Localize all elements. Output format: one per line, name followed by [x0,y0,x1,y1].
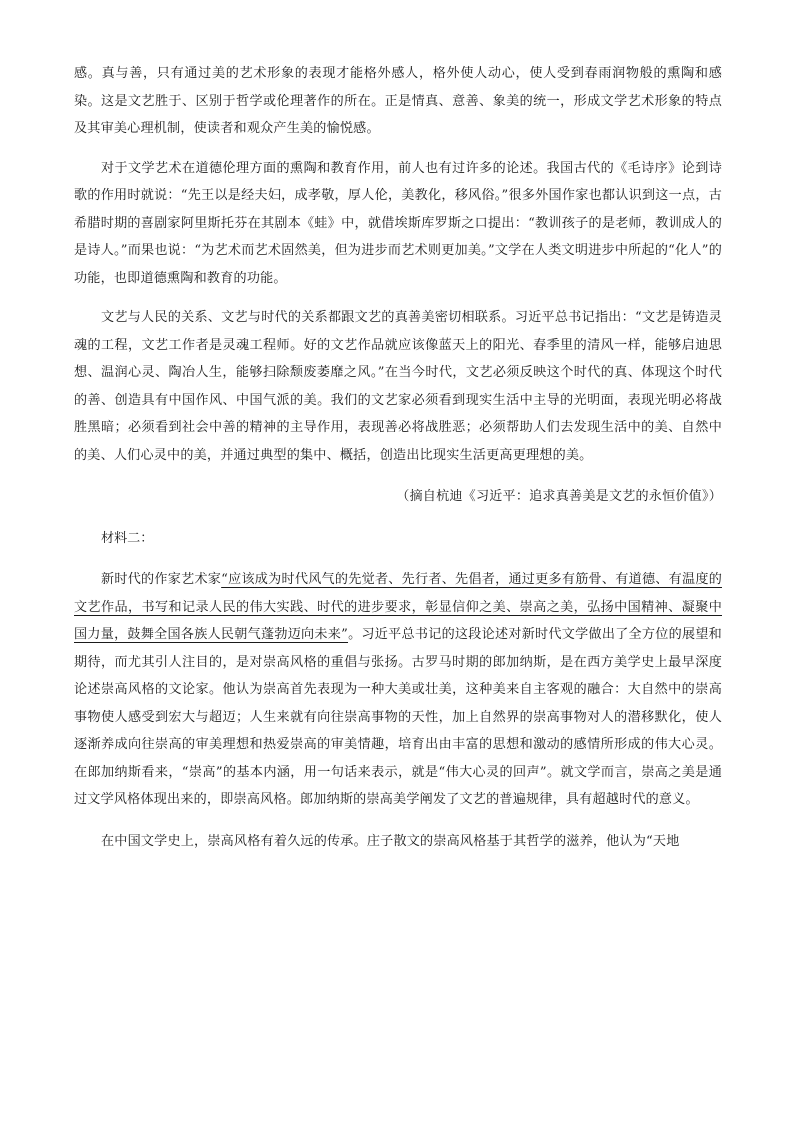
paragraph-continued: 感。真与善，只有通过美的艺术形象的表现才能格外感人，格外使人动心，使人受到春雨润物般的熏陶和感染。这是文艺胜于、区别于哲学或伦理著作的所在。正是情真、意善、象美的统一，形成文学艺术形象的特点及其审美心理机制，使读者和观众产生美的愉悦感。 [74,66,722,136]
paragraph-lead-text: 新时代的作家艺术家 [101,572,222,587]
paragraph-moral-education: 对于文学艺术在道德伦理方面的熏陶和教育作用，前人也有过许多的论述。我国古代的《毛诗序》论到诗歌的作用时就说：“先王以是经夫妇，成孝敬，厚人伦，美教化，移风俗。”很多外国作家也都认识到这一点，古希腊时期的喜剧家阿里斯托芬在其剧本《蛙》中，就借埃斯库罗斯之口提出：“教训孩子的是老师，教训成人的是诗人。”而果也说：“为艺术而艺术固然美，但为进步而艺术则更加美。”文学在人类文明进步中所起的“化人”的功能，也即道德熏陶和教育的功能。 [74,160,722,286]
paragraph-new-era-writers [74,566,722,814]
document-body [74,60,722,855]
paragraph-body-text: 。习近平总书记的这段论述对新时代文学做出了全方位的展望和期待，而尤其引人注目的，是对崇高风格的重倡与张扬。古罗马时期的郎加纳斯，是在西方美学史上最早深度论述崇高风格的文论家。他认为崇高首先表现为一种大美或壮美，这种美来自主客观的融合：大自然中的崇高事物使人感受到宏大与超迈；人生来就有向往崇高事物的天性，加上自然界的崇高事物对人的潜移默化，使人逐渐养成向往崇高的审美理想和热爱崇高的审美情趣，培育出由丰富的思想和激动的感情所形成的伟大心灵。在郎加纳斯看来，“崇高”的基本内涵，用一句话来表示，就是“伟大心灵的回声”。就文学而言，崇高之美是通过文学风格体现出来的，即崇高风格。郎加纳斯的崇高美学阐发了文艺的普遍规律，具有超越时代的意义。 [74,627,722,807]
paragraph-chinese-literature: 在中国文学史上，崇高风格有着久远的传承。庄子散文的崇高风格基于其哲学的滋养，他认为“天地 [101,833,680,849]
source-citation: （摘自杭迪《习近平：追求真善美是文艺的永恒价值》） [396,489,722,504]
material-two-heading: 材料二： [101,530,154,546]
underlined-quote: “应该成为时代风气的先觉者、先行者、先倡者，通过更多有筋骨、有道德、有温度的文艺作品，书写和记录人民的伟大实践、时代的进步要求，彰显信仰之美、崇高之美，弘扬中国精神、凝聚中国力量，鼓舞全国各族人民朝气蓬勃迈向未来” [74,572,722,642]
paragraph-art-and-people: 文艺与人民的关系、文艺与时代的关系都跟文艺的真善美密切相联系。习近平总书记指出：“文艺是铸造灵魂的工程，文艺工作者是灵魂工程师。好的文艺作品就应该像蓝天上的阳光、春季里的清风一样，能够启迪思想、温润心灵、陶冶人生，能够扫除颓废萎靡之风。”在当今时代，文艺必须反映这个时代的真、体现这个时代的善、创造具有中国作风、中国气派的美。我们的文艺家必须看到现实生活中主导的光明面，表现光明必将战胜黑暗；必须看到社会中善的精神的主导作用，表现善必将战胜恶；必须帮助人们去发现生活中的美、自然中的美、人们心灵中的美，并通过典型的集中、概括，创造出比现实生活更高更理想的美。 [74,310,722,463]
